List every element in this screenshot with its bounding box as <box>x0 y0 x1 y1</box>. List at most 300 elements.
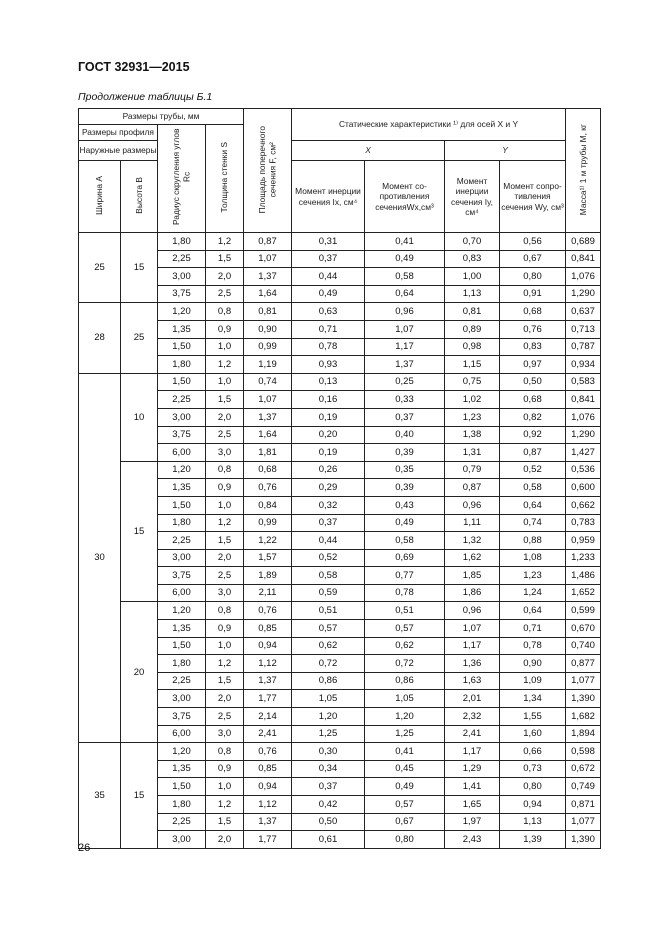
table-row <box>79 338 601 356</box>
table-cell: 1,05 <box>292 690 365 708</box>
table-cell: 0,57 <box>365 620 445 638</box>
table-header <box>79 109 601 233</box>
table-cell: 0,41 <box>365 743 445 761</box>
table-row <box>79 760 601 778</box>
table-cell: 1,25 <box>292 725 365 743</box>
table-cell: 1,37 <box>244 408 292 426</box>
table-cell: 0,76 <box>244 602 292 620</box>
table-cell: 3,00 <box>158 408 206 426</box>
header-axis-x: X <box>292 141 445 161</box>
table-cell: 0,37 <box>292 250 365 268</box>
header-height-label: Высота B <box>133 177 144 214</box>
table-cell: 1,2 <box>206 233 244 251</box>
header-moment-resistance-y: Момент сопро-тивления сечения Wy, см³ <box>500 161 566 233</box>
table-cell: 0,9 <box>206 620 244 638</box>
table-cell: 1,077 <box>566 672 601 690</box>
table-cell: 0,50 <box>500 373 566 391</box>
table-cell: 1,00 <box>445 268 500 286</box>
table-cell: 2,32 <box>445 708 500 726</box>
table-cell: 1,37 <box>244 672 292 690</box>
table-cell: 1,652 <box>566 584 601 602</box>
page-number: 26 <box>78 842 91 854</box>
table-row <box>79 479 601 497</box>
table-cell: 0,70 <box>445 233 500 251</box>
table-cell: 0,43 <box>365 496 445 514</box>
table-cell: 1,2 <box>206 514 244 532</box>
table-cell: 0,76 <box>244 479 292 497</box>
table-cell: 6,00 <box>158 725 206 743</box>
table-cell: 1,35 <box>158 479 206 497</box>
table-cell: 0,25 <box>365 373 445 391</box>
table-cell: 0,78 <box>292 338 365 356</box>
table-cell: 1,427 <box>566 444 601 462</box>
table-cell: 1,07 <box>244 250 292 268</box>
table-cell: 1,5 <box>206 391 244 409</box>
table-cell: 0,871 <box>566 796 601 814</box>
table-cell: 0,96 <box>445 496 500 514</box>
header-wall-thickness <box>206 125 244 233</box>
table-cell: 0,96 <box>365 303 445 321</box>
table-cell: 2,0 <box>206 690 244 708</box>
table-cell: 1,0 <box>206 778 244 796</box>
table-cell: 0,39 <box>365 444 445 462</box>
table-cell: 0,67 <box>365 813 445 831</box>
height-cell: 20 <box>121 602 158 743</box>
table-cell: 0,96 <box>445 602 500 620</box>
table-cell: 1,20 <box>365 708 445 726</box>
table-cell: 0,77 <box>365 567 445 585</box>
table-cell: 1,23 <box>500 567 566 585</box>
table-cell: 1,077 <box>566 813 601 831</box>
table-row <box>79 408 601 426</box>
table-cell: 0,37 <box>292 514 365 532</box>
table-cell: 1,02 <box>445 391 500 409</box>
table-cell: 0,85 <box>244 760 292 778</box>
table-cell: 0,58 <box>292 567 365 585</box>
table-cell: 0,19 <box>292 444 365 462</box>
table-cell: 0,8 <box>206 303 244 321</box>
table-cell: 0,99 <box>244 514 292 532</box>
table-cell: 0,35 <box>365 461 445 479</box>
table-cell: 1,35 <box>158 620 206 638</box>
table-cell: 1,17 <box>365 338 445 356</box>
table-cell: 0,76 <box>500 320 566 338</box>
table-cell: 0,92 <box>500 426 566 444</box>
table-cell: 1,233 <box>566 549 601 567</box>
table-cell: 1,17 <box>445 743 500 761</box>
table-cell: 0,59 <box>292 584 365 602</box>
table-row <box>79 373 601 391</box>
table-row <box>79 567 601 585</box>
table-cell: 1,20 <box>158 743 206 761</box>
table-cell: 1,290 <box>566 285 601 303</box>
table-cell: 1,20 <box>158 461 206 479</box>
table-cell: 0,8 <box>206 743 244 761</box>
table-cell: 6,00 <box>158 444 206 462</box>
table-row <box>79 285 601 303</box>
data-table <box>78 108 601 849</box>
table-cell: 1,12 <box>244 796 292 814</box>
table-cell: 0,49 <box>365 778 445 796</box>
table-cell: 0,74 <box>244 373 292 391</box>
table-cell: 0,87 <box>500 444 566 462</box>
table-cell: 3,00 <box>158 690 206 708</box>
table-cell: 2,25 <box>158 532 206 550</box>
table-cell: 1,5 <box>206 672 244 690</box>
header-moment-resistance-x: Момент со-противления сеченияWx,см³ <box>365 161 445 233</box>
table-cell: 2,25 <box>158 813 206 831</box>
table-cell: 0,877 <box>566 655 601 673</box>
table-cell: 0,41 <box>365 233 445 251</box>
table-cell: 0,787 <box>566 338 601 356</box>
table-cell: 1,50 <box>158 373 206 391</box>
table-cell: 1,62 <box>445 549 500 567</box>
table-cell: 0,81 <box>244 303 292 321</box>
table-row <box>79 461 601 479</box>
table-cell: 2,5 <box>206 708 244 726</box>
table-cell: 1,682 <box>566 708 601 726</box>
table-cell: 0,16 <box>292 391 365 409</box>
table-cell: 1,23 <box>445 408 500 426</box>
table-cell: 0,19 <box>292 408 365 426</box>
header-area-line2: сечения F, см² <box>267 141 278 198</box>
table-cell: 1,77 <box>244 690 292 708</box>
table-cell: 0,51 <box>292 602 365 620</box>
header-axis-y: Y <box>445 141 566 161</box>
document-title: ГОСТ 32931—2015 <box>78 60 190 74</box>
table-cell: 0,49 <box>292 285 365 303</box>
table-cell: 0,94 <box>244 778 292 796</box>
table-cell: 0,67 <box>500 250 566 268</box>
table-cell: 0,75 <box>445 373 500 391</box>
table-cell: 0,56 <box>500 233 566 251</box>
table-row <box>79 831 601 849</box>
table-cell: 0,52 <box>292 549 365 567</box>
table-cell: 2,5 <box>206 567 244 585</box>
table-cell: 1,0 <box>206 637 244 655</box>
width-cell: 25 <box>79 233 121 303</box>
table-cell: 1,80 <box>158 356 206 374</box>
table-cell: 2,11 <box>244 584 292 602</box>
table-cell: 1,390 <box>566 831 601 849</box>
table-row <box>79 796 601 814</box>
table-cell: 0,50 <box>292 813 365 831</box>
table-cell: 0,637 <box>566 303 601 321</box>
table-cell: 3,75 <box>158 567 206 585</box>
header-moment-inertia-y: Момент инерции сечения Iy, см⁴ <box>445 161 500 233</box>
table-cell: 0,934 <box>566 356 601 374</box>
table-cell: 0,58 <box>365 268 445 286</box>
table-cell: 0,97 <box>500 356 566 374</box>
table-row <box>79 690 601 708</box>
table-cell: 1,2 <box>206 356 244 374</box>
table-cell: 0,37 <box>292 778 365 796</box>
table-cell: 0,49 <box>365 250 445 268</box>
table-cell: 0,66 <box>500 743 566 761</box>
table-cell: 0,87 <box>244 233 292 251</box>
table-cell: 2,43 <box>445 831 500 849</box>
table-cell: 1,63 <box>445 672 500 690</box>
table-cell: 1,09 <box>500 672 566 690</box>
table-cell: 1,17 <box>445 637 500 655</box>
table-cell: 0,73 <box>500 760 566 778</box>
table-cell: 0,57 <box>365 796 445 814</box>
table-row <box>79 532 601 550</box>
table-cell: 0,57 <box>292 620 365 638</box>
table-row <box>79 620 601 638</box>
header-moment-inertia-x: Момент инерции сечения Ix, см⁴ <box>292 161 365 233</box>
table-cell: 0,89 <box>445 320 500 338</box>
table-cell: 0,64 <box>500 496 566 514</box>
table-cell: 1,20 <box>158 602 206 620</box>
header-wall-label: Толщина стенки S <box>219 142 230 213</box>
table-cell: 0,783 <box>566 514 601 532</box>
table-cell: 2,01 <box>445 690 500 708</box>
table-cell: 1,5 <box>206 532 244 550</box>
header-pipe-sizes: Размеры трубы, мм <box>79 109 244 125</box>
table-cell: 0,34 <box>292 760 365 778</box>
table-cell: 0,62 <box>292 637 365 655</box>
table-cell: 1,07 <box>244 391 292 409</box>
width-cell: 30 <box>79 373 121 742</box>
table-cell: 0,599 <box>566 602 601 620</box>
height-cell: 15 <box>121 743 158 849</box>
table-row <box>79 584 601 602</box>
table-row <box>79 233 601 251</box>
table-row <box>79 778 601 796</box>
table-cell: 1,2 <box>206 796 244 814</box>
table-cell: 2,41 <box>244 725 292 743</box>
table-cell: 1,39 <box>500 831 566 849</box>
table-cell: 1,57 <box>244 549 292 567</box>
table-cell: 1,05 <box>365 690 445 708</box>
height-cell: 25 <box>121 303 158 373</box>
table-cell: 0,74 <box>500 514 566 532</box>
header-width <box>79 161 121 233</box>
table-row <box>79 725 601 743</box>
table-cell: 1,32 <box>445 532 500 550</box>
table-cell: 1,86 <box>445 584 500 602</box>
table-row <box>79 426 601 444</box>
table-cell: 1,13 <box>445 285 500 303</box>
table-cell: 1,64 <box>244 285 292 303</box>
table-cell: 1,5 <box>206 813 244 831</box>
table-cell: 0,13 <box>292 373 365 391</box>
table-cell: 0,82 <box>500 408 566 426</box>
table-cell: 1,25 <box>365 725 445 743</box>
table-cell: 0,80 <box>500 268 566 286</box>
table-cell: 3,0 <box>206 725 244 743</box>
table-cell: 0,689 <box>566 233 601 251</box>
table-cell: 0,45 <box>365 760 445 778</box>
table-row <box>79 549 601 567</box>
table-cell: 1,80 <box>158 796 206 814</box>
table-cell: 0,84 <box>244 496 292 514</box>
table-cell: 1,50 <box>158 496 206 514</box>
table-cell: 1,486 <box>566 567 601 585</box>
table-cell: 0,8 <box>206 602 244 620</box>
table-row <box>79 356 601 374</box>
table-row <box>79 303 601 321</box>
table-cell: 0,31 <box>292 233 365 251</box>
table-cell: 1,31 <box>445 444 500 462</box>
header-area <box>244 109 292 233</box>
table-cell: 1,290 <box>566 426 601 444</box>
table-cell: 1,076 <box>566 408 601 426</box>
header-area-line1: Площадь поперечного <box>257 125 267 214</box>
table-cell: 2,0 <box>206 831 244 849</box>
table-cell: 1,37 <box>244 268 292 286</box>
table-cell: 0,72 <box>292 655 365 673</box>
table-cell: 1,50 <box>158 637 206 655</box>
width-cell: 28 <box>79 303 121 373</box>
table-cell: 1,41 <box>445 778 500 796</box>
table-cell: 3,75 <box>158 708 206 726</box>
table-cell: 0,81 <box>445 303 500 321</box>
table-cell: 1,08 <box>500 549 566 567</box>
table-row <box>79 708 601 726</box>
table-cell: 0,61 <box>292 831 365 849</box>
table-row <box>79 813 601 831</box>
table-cell: 3,00 <box>158 549 206 567</box>
header-radius-label: Радиус скругления углов Rc <box>171 129 192 226</box>
table-cell: 0,51 <box>365 602 445 620</box>
table-cell: 3,75 <box>158 426 206 444</box>
table-cell: 1,85 <box>445 567 500 585</box>
table-cell: 1,34 <box>500 690 566 708</box>
table-cell: 0,99 <box>244 338 292 356</box>
table-cell: 0,68 <box>500 303 566 321</box>
table-cell: 0,68 <box>244 461 292 479</box>
table-cell: 1,076 <box>566 268 601 286</box>
table-cell: 0,672 <box>566 760 601 778</box>
table-cell: 1,11 <box>445 514 500 532</box>
table-cell: 2,41 <box>445 725 500 743</box>
table-row <box>79 743 601 761</box>
table-cell: 0,80 <box>365 831 445 849</box>
table-cell: 0,64 <box>365 285 445 303</box>
table-cell: 0,749 <box>566 778 601 796</box>
table-body <box>79 233 601 849</box>
table-cell: 0,87 <box>445 479 500 497</box>
table-cell: 1,37 <box>365 356 445 374</box>
table-cell: 1,55 <box>500 708 566 726</box>
table-cell: 0,33 <box>365 391 445 409</box>
table-row <box>79 496 601 514</box>
table-cell: 1,97 <box>445 813 500 831</box>
table-cell: 0,9 <box>206 479 244 497</box>
width-cell: 35 <box>79 743 121 849</box>
table-cell: 0,536 <box>566 461 601 479</box>
table-cell: 0,94 <box>500 796 566 814</box>
table-cell: 2,25 <box>158 391 206 409</box>
table-cell: 0,72 <box>365 655 445 673</box>
table-cell: 0,71 <box>292 320 365 338</box>
table-cell: 0,600 <box>566 479 601 497</box>
table-cell: 1,5 <box>206 250 244 268</box>
table-cell: 0,670 <box>566 620 601 638</box>
table-cell: 3,0 <box>206 584 244 602</box>
table-cell: 0,58 <box>500 479 566 497</box>
table-cell: 1,77 <box>244 831 292 849</box>
table-cell: 0,80 <box>500 778 566 796</box>
table-cell: 1,38 <box>445 426 500 444</box>
table-cell: 0,841 <box>566 391 601 409</box>
table-cell: 0,713 <box>566 320 601 338</box>
table-cell: 3,75 <box>158 285 206 303</box>
table-cell: 1,13 <box>500 813 566 831</box>
table-cell: 2,14 <box>244 708 292 726</box>
table-cell: 0,662 <box>566 496 601 514</box>
table-cell: 2,25 <box>158 250 206 268</box>
table-cell: 0,20 <box>292 426 365 444</box>
table-cell: 0,29 <box>292 479 365 497</box>
table-cell: 0,26 <box>292 461 365 479</box>
table-cell: 0,91 <box>500 285 566 303</box>
table-cell: 0,841 <box>566 250 601 268</box>
table-cell: 0,86 <box>292 672 365 690</box>
table-cell: 1,65 <box>445 796 500 814</box>
table-cell: 0,44 <box>292 268 365 286</box>
table-cell: 1,19 <box>244 356 292 374</box>
table-cell: 0,959 <box>566 532 601 550</box>
table-cell: 1,0 <box>206 338 244 356</box>
table-cell: 1,35 <box>158 320 206 338</box>
table-cell: 2,25 <box>158 672 206 690</box>
table-cell: 0,598 <box>566 743 601 761</box>
table-row <box>79 444 601 462</box>
header-width-label: Ширина A <box>94 176 105 215</box>
table-cell: 1,894 <box>566 725 601 743</box>
table-cell: 2,0 <box>206 268 244 286</box>
table-cell: 0,8 <box>206 461 244 479</box>
table-cell: 0,49 <box>365 514 445 532</box>
table-cell: 1,50 <box>158 778 206 796</box>
table-cell: 0,76 <box>244 743 292 761</box>
table-row <box>79 268 601 286</box>
table-cell: 0,42 <box>292 796 365 814</box>
table-cell: 0,93 <box>292 356 365 374</box>
table-cell: 0,78 <box>500 637 566 655</box>
table-cell: 6,00 <box>158 584 206 602</box>
table-cell: 0,68 <box>500 391 566 409</box>
table-cell: 1,2 <box>206 655 244 673</box>
table-caption: Продолжение таблицы Б.1 <box>78 91 213 103</box>
height-cell: 15 <box>121 461 158 602</box>
table-cell: 1,07 <box>445 620 500 638</box>
table-cell: 0,9 <box>206 760 244 778</box>
table-cell: 1,64 <box>244 426 292 444</box>
table-cell: 0,37 <box>365 408 445 426</box>
table-cell: 2,0 <box>206 408 244 426</box>
table-cell: 1,37 <box>244 813 292 831</box>
table-cell: 0,39 <box>365 479 445 497</box>
table-cell: 0,90 <box>500 655 566 673</box>
table-cell: 1,20 <box>292 708 365 726</box>
table-row <box>79 320 601 338</box>
table-cell: 3,0 <box>206 444 244 462</box>
table-cell: 1,60 <box>500 725 566 743</box>
table-cell: 1,29 <box>445 760 500 778</box>
table-cell: 0,88 <box>500 532 566 550</box>
table-cell: 3,00 <box>158 831 206 849</box>
table-cell: 0,44 <box>292 532 365 550</box>
table-cell: 0,583 <box>566 373 601 391</box>
table-row <box>79 602 601 620</box>
table-cell: 0,58 <box>365 532 445 550</box>
table-cell: 1,80 <box>158 233 206 251</box>
header-mass <box>566 109 601 233</box>
